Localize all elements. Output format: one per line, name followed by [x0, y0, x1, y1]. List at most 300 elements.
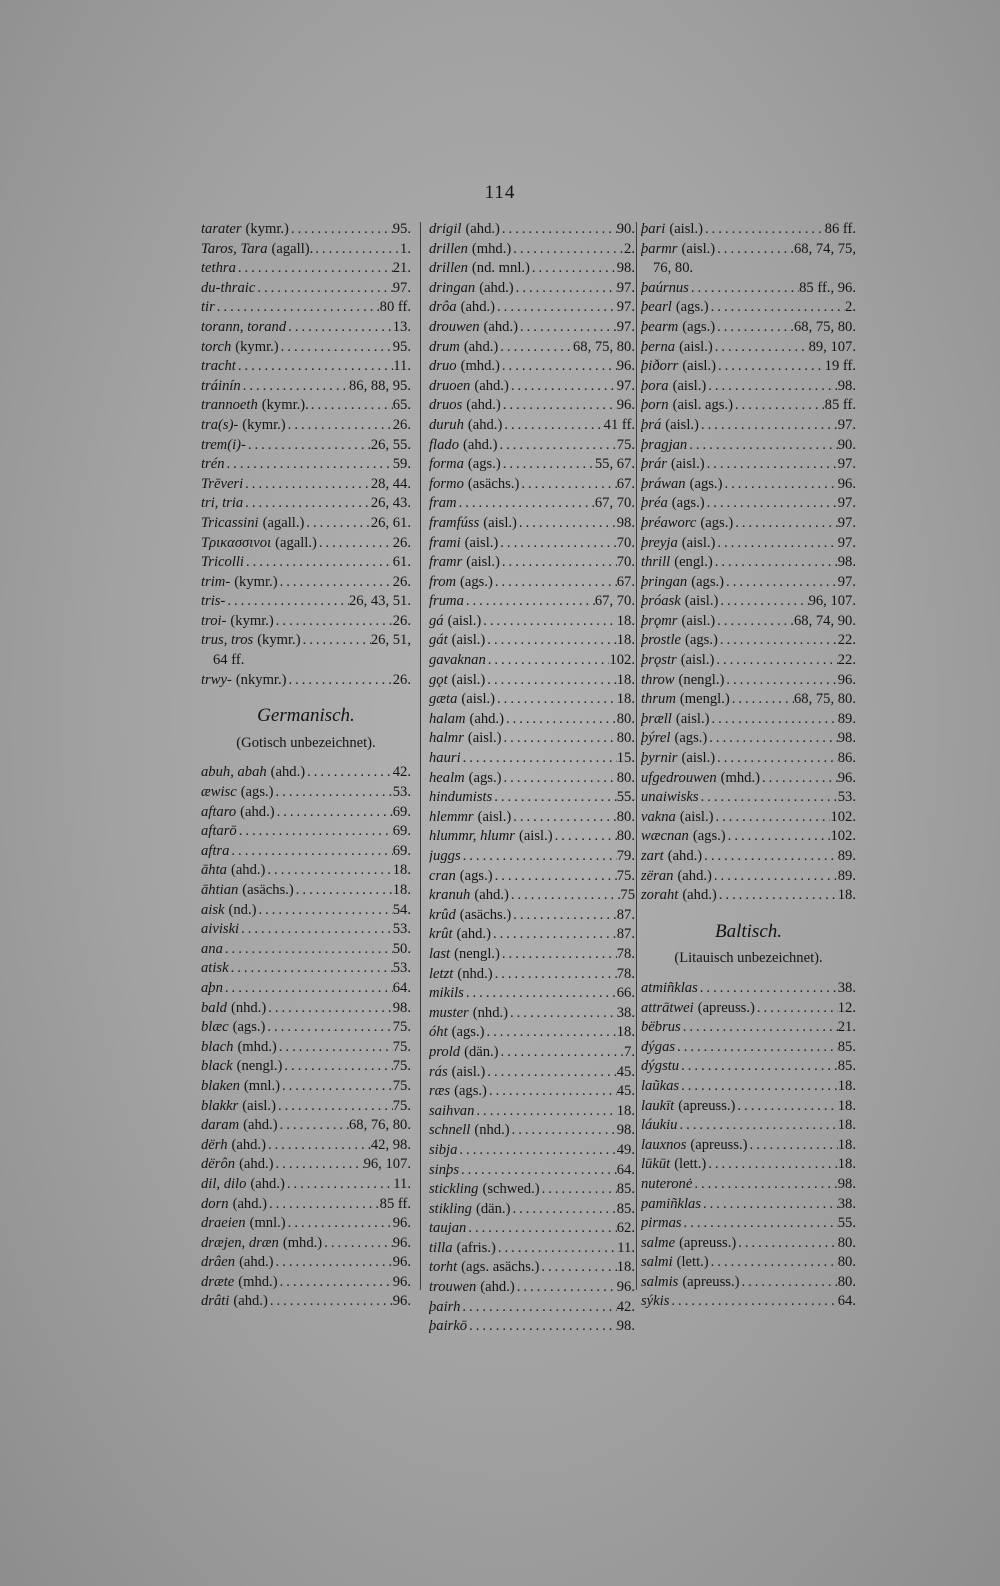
- entry-language: (aisl.): [675, 710, 710, 727]
- dot-leader: [703, 220, 825, 240]
- index-entry: [201, 763, 411, 783]
- entry-language: (ags.): [671, 495, 705, 512]
- dot-leader: [464, 592, 595, 612]
- entry-language: (ags.): [691, 573, 725, 590]
- index-entry: [641, 729, 856, 749]
- entry-page-ref: 89.: [837, 848, 856, 864]
- entry-term: salmi: [641, 1254, 673, 1271]
- entry-term: þrá: [641, 416, 662, 433]
- index-entry: [641, 514, 856, 534]
- entry-language: (asächs.): [459, 906, 512, 923]
- dot-leader: [282, 1057, 392, 1077]
- index-entry: [641, 553, 856, 573]
- entry-page-ref: 97.: [616, 279, 635, 296]
- entry-term: trem(i)-: [201, 436, 246, 453]
- entry-term: gavaknan: [429, 652, 486, 669]
- entry-page-ref: 26.: [392, 534, 411, 551]
- index-entry: [201, 671, 411, 691]
- entry-page-ref: 97.: [837, 573, 856, 590]
- dot-leader: [266, 1136, 371, 1156]
- dot-leader: [502, 729, 617, 749]
- entry-language: (ags. asächs.): [461, 1259, 540, 1276]
- entry-language: (nhd.): [230, 999, 267, 1016]
- entry-term: þrǫmr: [641, 612, 678, 629]
- entry-term: schnell: [429, 1122, 471, 1139]
- dot-leader: [492, 788, 617, 808]
- entry-page-ref: 78.: [616, 945, 635, 962]
- entry-term: þearl: [641, 299, 672, 316]
- dot-leader: [500, 553, 617, 573]
- dot-leader: [715, 612, 794, 632]
- index-entry: [429, 1141, 635, 1161]
- entry-term: attrātwei: [641, 999, 694, 1016]
- index-column-1: [201, 220, 411, 1312]
- entry-term: blaken: [201, 1077, 240, 1094]
- index-entry: [201, 822, 411, 842]
- dot-leader: [486, 651, 610, 671]
- entry-language: (apreuss.): [679, 1234, 737, 1251]
- dot-leader: [713, 553, 838, 573]
- index-entry: [429, 475, 635, 495]
- dot-leader: [511, 808, 617, 828]
- entry-page-ref: 67.: [616, 475, 635, 492]
- entry-page-ref: 80.: [837, 1273, 856, 1290]
- dot-leader: [553, 827, 617, 847]
- entry-term: Τρικασσινοι: [201, 534, 272, 551]
- entry-page-ref: 96.: [616, 1279, 635, 1296]
- entry-page-ref: 85.: [616, 1181, 635, 1198]
- entry-language: (aisl.): [518, 828, 553, 845]
- entry-term: þrár: [641, 456, 667, 473]
- entry-language: (ahd.): [469, 710, 504, 727]
- index-entry: [641, 338, 856, 358]
- index-entry: [429, 514, 635, 534]
- dot-leader: [457, 494, 595, 514]
- entry-term: dorn: [201, 1195, 229, 1212]
- index-entry: [201, 475, 411, 495]
- entry-page-ref: 96.: [392, 1215, 411, 1232]
- index-entry: [429, 710, 635, 730]
- entry-language: (kymr.): [235, 338, 279, 355]
- dot-leader: [755, 999, 838, 1019]
- dot-leader: [682, 1214, 838, 1234]
- entry-term: lūkūt: [641, 1156, 671, 1173]
- index-entry: [201, 842, 411, 862]
- index-entry: [641, 827, 856, 847]
- index-entry: [641, 416, 856, 436]
- index-entry: [201, 1038, 411, 1058]
- dot-leader: [229, 842, 392, 862]
- entry-language: (lett.): [676, 1254, 709, 1271]
- entry-language: (schwed.): [482, 1181, 540, 1198]
- entry-term: āhta: [201, 862, 227, 879]
- entry-page-ref: 69.: [392, 823, 411, 840]
- index-entry: [429, 1063, 635, 1083]
- index-entry: [641, 867, 856, 887]
- entry-language: (aisl.): [681, 750, 716, 767]
- entry-language: (nengl.): [236, 1058, 283, 1075]
- entry-page-ref: 55.: [837, 1215, 856, 1232]
- entry-page-ref: 15.: [616, 750, 635, 767]
- entry-page-ref: 28, 44.: [370, 475, 411, 492]
- entry-term: druoen: [429, 377, 471, 394]
- dot-leader: [715, 318, 794, 338]
- index-entry: [429, 592, 635, 612]
- entry-term: hlemmr: [429, 808, 474, 825]
- entry-term: krûd: [429, 906, 456, 923]
- page-number: 114: [484, 182, 516, 203]
- entry-term: mikils: [429, 985, 464, 1002]
- entry-language: (aisl.): [672, 377, 707, 394]
- entry-term: unaiwisks: [641, 789, 699, 806]
- entry-page-ref: 90.: [837, 436, 856, 453]
- entry-term: fruma: [429, 593, 464, 610]
- entry-page-ref: 59.: [392, 456, 411, 473]
- entry-page-ref: 49.: [616, 1141, 635, 1158]
- dot-leader: [689, 279, 799, 299]
- entry-page-ref: 86, 88, 95.: [348, 377, 411, 394]
- index-entry: [641, 1057, 856, 1077]
- index-entry: [201, 416, 411, 436]
- dot-leader: [485, 631, 616, 651]
- dot-leader: [675, 1038, 838, 1058]
- entry-term: drillen: [429, 240, 468, 257]
- entry-language: (mnl.): [249, 1215, 286, 1232]
- entry-language: (mhd.): [720, 769, 760, 786]
- dot-leader: [317, 534, 393, 554]
- index-entry: [429, 886, 635, 906]
- entry-continuation: 64 ff.: [213, 652, 245, 669]
- dot-leader: [459, 1161, 617, 1181]
- entry-term: trwy-: [201, 671, 232, 688]
- entry-term: from: [429, 573, 457, 590]
- entry-term: black: [201, 1058, 233, 1075]
- entry-term: Tricassini: [201, 514, 259, 531]
- index-entry: [201, 514, 411, 534]
- entry-page-ref: 85.: [616, 1200, 635, 1217]
- index-entry: [201, 881, 411, 901]
- entry-page-ref: 11.: [617, 1239, 635, 1256]
- index-column-3: [641, 220, 856, 1312]
- index-entry: [201, 1116, 411, 1136]
- entry-term: Trēveri: [201, 475, 244, 492]
- index-entry: [201, 534, 411, 554]
- entry-page-ref: 18.: [616, 1102, 635, 1119]
- dot-leader: [517, 514, 617, 534]
- dot-leader: [502, 769, 617, 789]
- entry-page-ref: 13.: [392, 318, 411, 335]
- entry-page-ref: 98.: [837, 730, 856, 747]
- entry-language: (ahd.): [239, 1254, 274, 1271]
- entry-language: (nd. mnl.): [471, 260, 530, 277]
- entry-page-ref: 68, 75, 80.: [793, 691, 856, 708]
- entry-page-ref: 102.: [830, 808, 856, 825]
- entry-term: aisk: [201, 901, 225, 918]
- entry-page-ref: 67, 70.: [594, 495, 635, 512]
- entry-page-ref: 95.: [392, 221, 411, 237]
- index-entry: [429, 455, 635, 475]
- entry-page-ref: 75.: [392, 1077, 411, 1094]
- index-entry: [201, 1214, 411, 1234]
- entry-page-ref: 2.: [624, 240, 635, 257]
- dot-leader: [519, 475, 616, 495]
- entry-term: fram: [429, 495, 457, 512]
- dot-leader: [724, 573, 838, 593]
- entry-language: (ags.): [460, 573, 493, 590]
- entry-language: (ags.): [692, 828, 726, 845]
- entry-term: dërh: [201, 1136, 228, 1153]
- entry-page-ref: 96.: [616, 358, 635, 375]
- entry-language: (ahd.): [463, 436, 498, 453]
- index-entry: [201, 920, 411, 940]
- entry-page-ref: 75.: [392, 1019, 411, 1036]
- index-entry: [429, 534, 635, 554]
- index-entry: [641, 788, 856, 808]
- index-entry: [641, 1234, 856, 1254]
- entry-term: throw: [641, 671, 675, 688]
- entry-language: (ags.): [682, 318, 716, 335]
- entry-page-ref: 42.: [392, 764, 411, 781]
- entry-language: (aisl.): [684, 593, 719, 610]
- entry-language: (kymr.): [245, 221, 289, 237]
- entry-language: (aisl.): [483, 514, 517, 531]
- entry-page-ref: 69.: [392, 803, 411, 820]
- index-entry: [641, 671, 856, 691]
- entry-page-ref: 96.: [616, 397, 635, 414]
- entry-term: atmiñklas: [641, 979, 698, 996]
- entry-page-ref: 75.: [616, 867, 635, 884]
- index-entry: [641, 999, 856, 1019]
- index-entry: [201, 803, 411, 823]
- index-entry: [641, 1018, 856, 1038]
- dot-leader: [715, 534, 837, 554]
- entry-page-ref: 75: [620, 887, 635, 904]
- entry-term: taujan: [429, 1220, 467, 1237]
- entry-page-ref: 42, 98.: [370, 1136, 411, 1153]
- dot-leader: [237, 822, 393, 842]
- index-entry: [201, 318, 411, 338]
- entry-term: bald: [201, 999, 227, 1016]
- entry-page-ref: 7.: [624, 1043, 635, 1060]
- index-entry: [429, 867, 635, 887]
- dot-leader: [508, 1004, 617, 1024]
- index-entry: [641, 396, 856, 416]
- entry-page-ref: 38.: [837, 979, 856, 996]
- dot-leader: [277, 1038, 393, 1058]
- index-entry: [641, 318, 856, 338]
- entry-language: (ahd.): [465, 221, 500, 237]
- entry-page-ref: 80.: [837, 1234, 856, 1251]
- index-entry: [429, 671, 635, 691]
- index-entry: [641, 1136, 856, 1156]
- index-entry: [429, 436, 635, 456]
- entry-language: (aisl.): [451, 632, 486, 649]
- index-entry: [641, 1077, 856, 1097]
- entry-term: þorn: [641, 397, 669, 414]
- dot-leader: [274, 1253, 393, 1273]
- index-entry: [429, 1219, 635, 1239]
- index-entry: [641, 1214, 856, 1234]
- entry-term: Taros, Tara: [201, 240, 268, 257]
- entry-language: (agall.): [275, 534, 317, 551]
- entry-term: prold: [429, 1043, 461, 1060]
- entry-language: (ahd.): [243, 1117, 278, 1134]
- entry-page-ref: 68, 75, 80.: [572, 338, 635, 355]
- index-entry: [429, 651, 635, 671]
- entry-term: blæc: [201, 1019, 229, 1036]
- entry-term: þreyja: [641, 534, 678, 551]
- entry-language: (ags.): [674, 730, 708, 747]
- dot-leader: [706, 377, 838, 397]
- entry-language: (aisl.): [451, 671, 486, 688]
- entry-page-ref: 1.: [400, 240, 411, 257]
- dot-leader: [722, 475, 837, 495]
- dot-leader: [268, 1292, 393, 1312]
- dot-leader: [705, 455, 838, 475]
- entry-page-ref: 11.: [393, 358, 411, 375]
- entry-page-ref: 87.: [616, 906, 635, 923]
- dot-leader: [461, 749, 617, 769]
- index-entry: [429, 1102, 635, 1122]
- entry-term: sýkis: [641, 1293, 670, 1310]
- entry-page-ref: 66.: [616, 985, 635, 1002]
- entry-term: abuh, abah: [201, 764, 267, 781]
- dot-leader: [244, 553, 393, 573]
- entry-term: drouwen: [429, 318, 480, 335]
- index-entry: [429, 318, 635, 338]
- dot-leader: [309, 396, 393, 416]
- entry-page-ref: 97.: [616, 299, 635, 316]
- dot-leader: [239, 920, 393, 940]
- dot-leader: [485, 1063, 616, 1083]
- entry-page-ref: 97.: [616, 377, 635, 394]
- entry-term: tarater: [201, 221, 242, 237]
- entry-term: cran: [429, 867, 456, 884]
- dot-leader: [498, 338, 573, 358]
- entry-page-ref: 18.: [616, 632, 635, 649]
- entry-language: (aisl.): [461, 691, 496, 708]
- dot-leader: [266, 999, 393, 1019]
- dot-leader: [278, 573, 393, 593]
- dot-leader: [495, 690, 617, 710]
- entry-term: sinþs: [429, 1161, 460, 1178]
- dot-leader: [709, 1253, 838, 1273]
- entry-page-ref: 70.: [616, 554, 635, 571]
- entry-term: torch: [201, 338, 232, 355]
- entry-term: þringan: [641, 573, 688, 590]
- entry-language: (ahd.): [474, 887, 509, 904]
- dot-leader: [246, 436, 371, 456]
- entry-language: (mhd.): [460, 358, 500, 375]
- entry-page-ref: 64.: [616, 1161, 635, 1178]
- entry-term: tracht: [201, 358, 236, 375]
- index-entry: [429, 1004, 635, 1024]
- index-entry: [201, 1273, 411, 1293]
- entry-page-ref: 38.: [837, 1195, 856, 1212]
- dot-leader: [495, 298, 617, 318]
- index-entry: [201, 259, 411, 279]
- index-entry: [429, 945, 635, 965]
- entry-term: druos: [429, 397, 463, 414]
- index-entry: [641, 436, 856, 456]
- entry-language: (mhd.): [471, 240, 512, 257]
- index-entry: [429, 984, 635, 1004]
- dot-leader: [236, 357, 393, 377]
- index-entry: [641, 690, 856, 710]
- index-column-2: [429, 220, 635, 1337]
- dot-leader: [487, 1082, 617, 1102]
- entry-page-ref: 61.: [392, 554, 411, 571]
- entry-language: (ahd.): [250, 1175, 285, 1192]
- index-entry: [201, 377, 411, 397]
- entry-term: þrostle: [641, 632, 681, 649]
- entry-page-ref: 97.: [392, 279, 411, 296]
- index-entry: [201, 901, 411, 921]
- index-entry: [201, 436, 411, 456]
- entry-language: (dän.): [475, 1200, 511, 1217]
- entry-page-ref: 45.: [616, 1063, 635, 1080]
- entry-page-ref: 18.: [392, 882, 411, 898]
- index-entry: [429, 749, 635, 769]
- entry-page-ref: 26, 51,: [370, 632, 411, 649]
- entry-page-ref: 18.: [616, 691, 635, 708]
- entry-page-ref: 53.: [392, 960, 411, 977]
- entry-page-ref: 85.: [837, 1058, 856, 1075]
- entry-language: (ags.): [700, 514, 734, 531]
- entry-page-ref: 70.: [616, 534, 635, 551]
- index-entry: [201, 999, 411, 1019]
- dot-leader: [267, 1195, 380, 1215]
- entry-page-ref: 98.: [837, 1175, 856, 1192]
- dot-leader: [709, 710, 837, 730]
- dot-leader: [504, 710, 617, 730]
- entry-page-ref: 78.: [616, 965, 635, 982]
- entry-page-ref: 18.: [837, 887, 856, 904]
- entry-term: tris-: [201, 593, 226, 610]
- entry-term: zëran: [641, 867, 674, 884]
- index-entry: [201, 1195, 411, 1215]
- dot-leader: [484, 1023, 616, 1043]
- entry-page-ref: 26, 43.: [370, 495, 411, 512]
- entry-page-ref: 98.: [616, 1122, 635, 1139]
- entry-term: thrum: [641, 691, 676, 708]
- entry-term: dræte: [201, 1273, 235, 1290]
- entry-term: drillen: [429, 260, 468, 277]
- index-entry: [641, 240, 856, 260]
- entry-language: (ags.): [454, 1083, 487, 1100]
- entry-language: (ahd.): [483, 318, 518, 335]
- entry-language: (kymr.): [230, 612, 274, 629]
- index-entry: [641, 220, 856, 240]
- entry-language: (ahd.): [474, 377, 509, 394]
- dot-leader: [225, 455, 393, 475]
- dot-leader: [735, 1097, 837, 1117]
- entry-term: atisk: [201, 960, 229, 977]
- dot-leader: [243, 494, 371, 514]
- entry-page-ref: 80.: [837, 1254, 856, 1271]
- dot-leader: [294, 881, 393, 901]
- index-entry: [641, 769, 856, 789]
- entry-page-ref: 18.: [837, 1136, 856, 1153]
- dot-leader: [497, 436, 616, 456]
- dot-leader: [509, 377, 617, 397]
- entry-term: gát: [429, 632, 448, 649]
- entry-page-ref: 96.: [392, 1273, 411, 1290]
- entry-language: (kymr.): [234, 573, 278, 590]
- index-entry: [201, 1097, 411, 1117]
- entry-language: (asächs.): [242, 882, 294, 898]
- section-note: (Gotisch unbezeichnet).: [236, 734, 376, 751]
